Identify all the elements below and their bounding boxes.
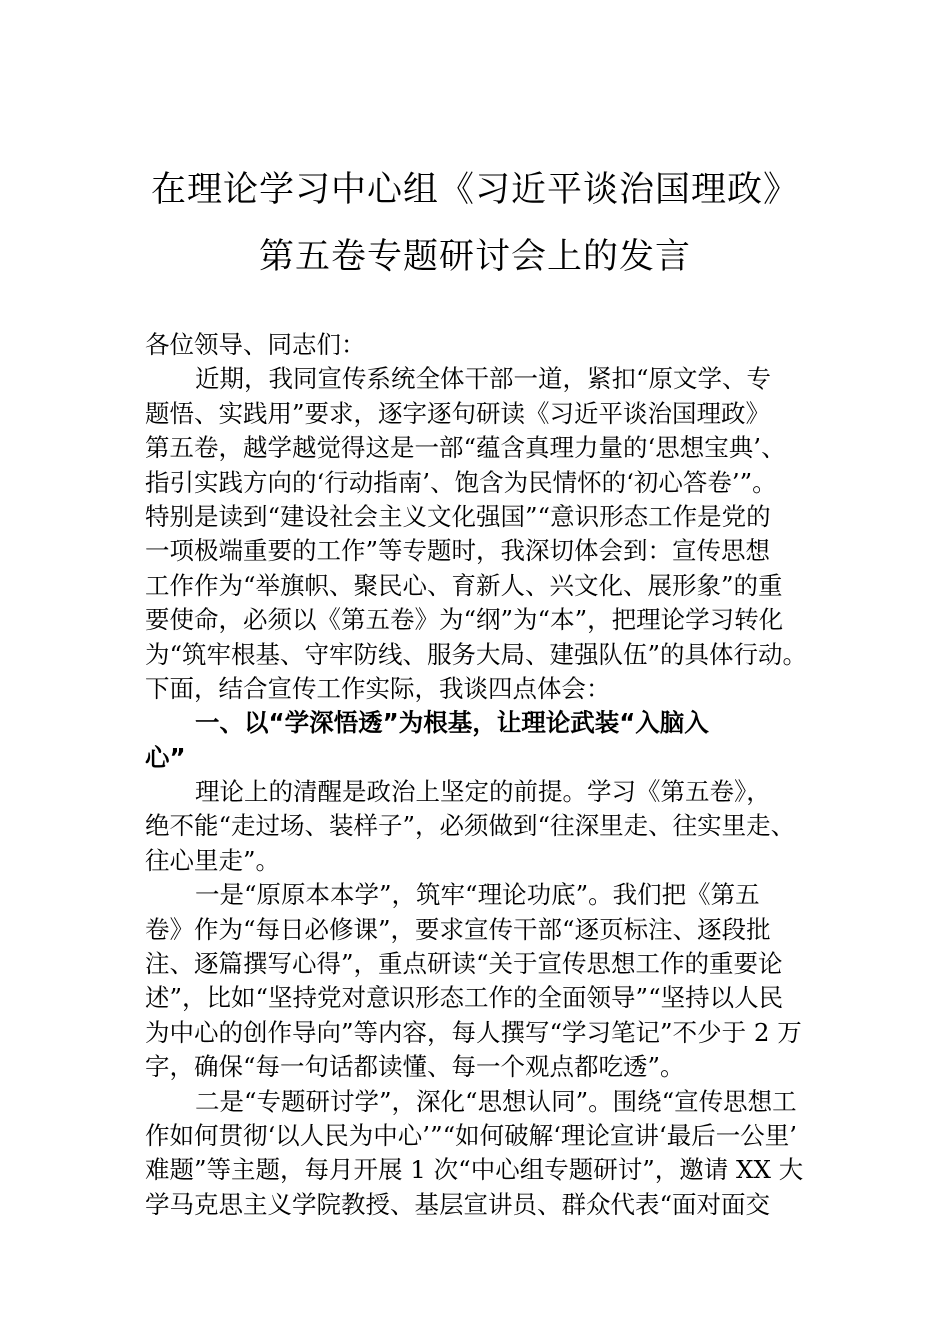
paragraph-line: 往心里走”。	[145, 845, 281, 875]
document-title-line-1: 在理论学习中心组《习近平谈治国理政》	[150, 170, 799, 210]
paragraph-line: 特别是读到“建设社会主义文化强国”“意识形态工作是党的	[145, 501, 771, 531]
paragraph-line: 字，确保“每一句话都读懂、每一个观点都吃透”。	[145, 1052, 685, 1082]
paragraph-line: 工作作为“举旗帜、聚民心、育新人、兴文化、展形象”的重	[145, 570, 783, 600]
section-heading-1-continued: 心”	[145, 742, 186, 772]
section-heading-1: 一、以“学深悟透”为根基，让理论武装“入脑入	[195, 708, 709, 738]
paragraph-line: 要使命，必须以《第五卷》为“纲”为“本”，把理论学习转化	[145, 605, 784, 635]
document-body	[145, 328, 835, 1222]
paragraph-line: 绝不能“走过场、装样子”，必须做到“往深里走、往实里走、	[145, 811, 796, 841]
paragraph-line: 为中心的创作导向”等内容，每人撰写“学习笔记”不少于 2 万	[145, 1017, 802, 1047]
paragraph-line: 指引实践方向的‘行动指南’、饱含为民情怀的‘初心答卷’”。	[145, 467, 777, 497]
paragraph-line: 二是“专题研讨学”，深化“思想认同”。围绕“宣传思想工	[195, 1086, 797, 1116]
salutation: 各位领导、同志们：	[145, 330, 366, 359]
paragraph-line: 卷》作为“每日必修课”，要求宣传干部“逐页标注、逐段批	[145, 914, 771, 944]
paragraph-line: 近期，我同宣传系统全体干部一道，紧扣“原文学、专	[195, 364, 772, 394]
paragraph-line: 题悟、实践用”要求，逐字逐句研读《习近平谈治国理政》	[145, 398, 771, 428]
paragraph-line: 理论上的清醒是政治上坚定的前提。学习《第五卷》，	[195, 777, 771, 807]
document-title-line-2: 第五卷专题研讨会上的发言	[258, 237, 691, 277]
paragraph-line: 作如何贯彻‘以人民为中心’”“如何破解‘理论宣讲‘最后一公里’	[145, 1120, 797, 1150]
paragraph-line: 述”，比如“坚持党对意识形态工作的全面领导”“坚持以人民	[145, 983, 784, 1013]
paragraph-line: 一是“原原本本学”，筑牢“理论功底”。我们把《第五	[195, 880, 760, 910]
paragraph-line: 第五卷，越学越觉得这是一部“蕴含真理力量的‘思想宝典’、	[145, 433, 786, 463]
paragraph-line: 难题”等主题，每月开展 1 次“中心组专题研讨”，邀请 XX 大	[145, 1155, 804, 1185]
paragraph-line: 学马克思主义学院教授、基层宣讲员、群众代表“面对面交	[145, 1189, 771, 1219]
paragraph-line: 为“筑牢根基、守牢防线、服务大局、建强队伍”的具体行动。	[145, 639, 808, 669]
paragraph-line: 注、逐篇撰写心得”，重点研读“关于宣传思想工作的重要论	[145, 949, 783, 979]
paragraph-line: 下面，结合宣传工作实际，我谈四点体会：	[145, 673, 611, 703]
paragraph-line: 一项极端重要的工作”等专题时，我深切体会到：宣传思想	[145, 536, 771, 566]
